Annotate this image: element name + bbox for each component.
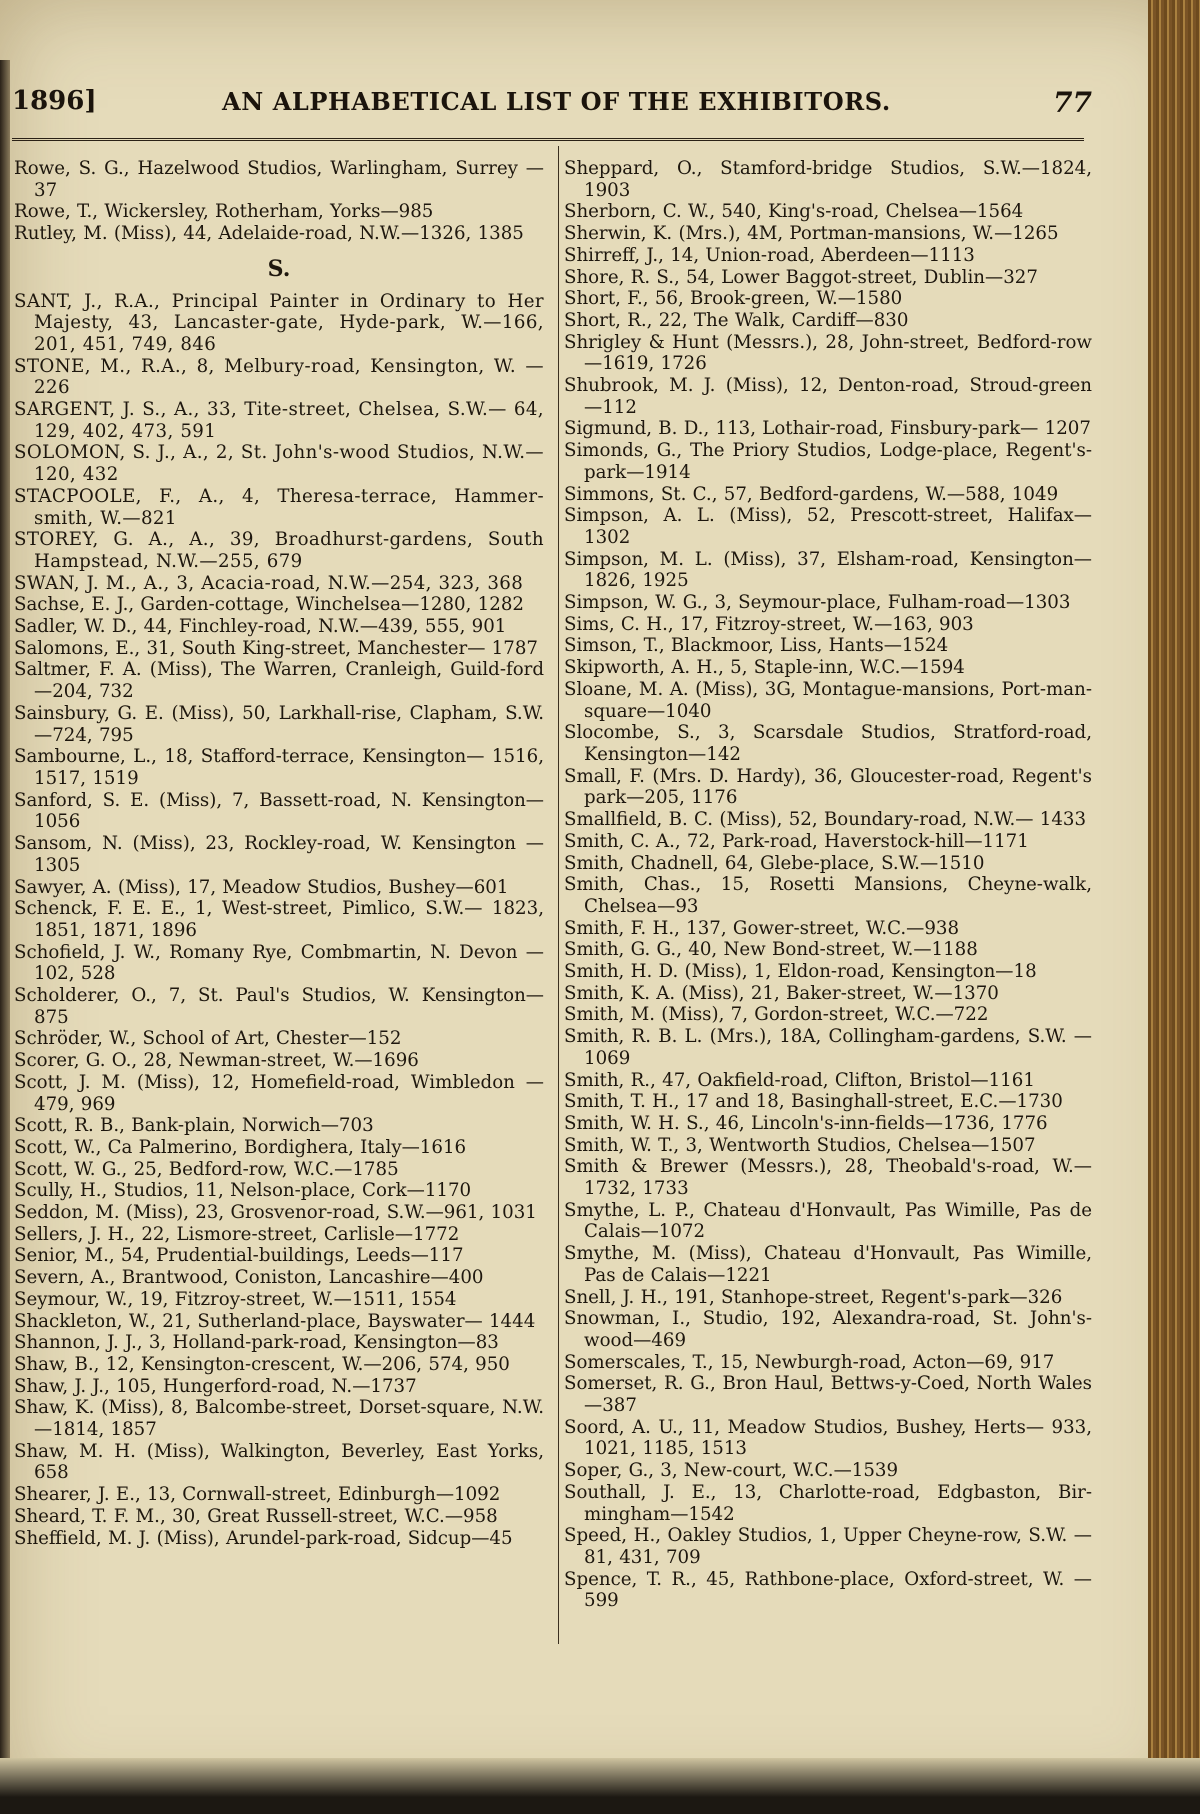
- list-item: Shannon, J. J., 3, Holland-park-road, Kensington—83: [14, 1332, 499, 1354]
- list-item: Sherborn, C. W., 540, King's-road, Chelsea—1564: [564, 201, 1024, 223]
- list-item: Schröder, W., School of Art, Chester—152: [14, 1028, 402, 1050]
- left-pre-section-entries: [14, 158, 544, 245]
- list-item: STOREY, G. A., A., 39, Broadhurst-gardens, South Hampstead, N.W.—255, 679: [14, 529, 544, 572]
- right-column: [564, 158, 1092, 1612]
- list-item: Sherwin, K. (Mrs.), 4M, Portman-mansions, W.—1265: [564, 223, 1059, 245]
- list-item: Sainsbury, G. E. (Miss), 50, Larkhall-rise, Clapham, S.W.—724, 795: [14, 702, 544, 746]
- list-item: Scott, W. G., 25, Bedford-row, W.C.—1785: [14, 1158, 399, 1180]
- list-item: Shaw, J. J., 105, Hungerford-road, N.—1737: [14, 1375, 417, 1397]
- list-item: Smith, W. T., 3, Wentworth Studios, Chelsea—1507: [564, 1134, 1036, 1156]
- list-item: Simson, T., Blackmoor, Liss, Hants—1524: [564, 635, 949, 657]
- list-item: Snowman, I., Studio, 192, Alexandra-road, St. John's-wood—469: [564, 1308, 1092, 1351]
- list-item: Skipworth, A. H., 5, Staple-inn, W.C.—1594: [564, 657, 965, 679]
- list-item: Shubrook, M. J. (Miss), 12, Denton-road, Stroud-green —112: [564, 375, 1092, 418]
- list-item: Smythe, M. (Miss), Chateau d'Honvault, Pas Wimille, Pas de Calais—1221: [564, 1243, 1092, 1286]
- list-item: Sellers, J. H., 22, Lismore-street, Carlisle—1772: [14, 1223, 460, 1245]
- list-item: Small, F. (Mrs. D. Hardy), 36, Gloucester-road, Regent's park—205, 1176: [564, 765, 1092, 809]
- list-item: Smith, G. G., 40, New Bond-street, W.—1188: [564, 939, 978, 961]
- list-item: Smith, C. A., 72, Park-road, Haverstock-hill—1171: [564, 830, 1029, 852]
- list-item: Short, R., 22, The Walk, Cardiff—830: [564, 309, 909, 331]
- list-item: Simpson, A. L. (Miss), 52, Prescott-street, Halifax— 1302: [564, 505, 1092, 548]
- left-column: [14, 158, 544, 1549]
- list-item: Spence, T. R., 45, Rathbone-place, Oxford-street, W. —599: [564, 1568, 1092, 1612]
- list-item: Southall, J. E., 13, Charlotte-road, Edgbaston, Bir-mingham—1542: [564, 1481, 1092, 1525]
- book-spine-edge: [1148, 0, 1200, 1814]
- list-item: Shirreff, J., 14, Union-road, Aberdeen—1113: [564, 244, 975, 266]
- list-item: Rowe, T., Wickersley, Rotherham, Yorks—985: [14, 201, 434, 223]
- list-item: Rowe, S. G., Hazelwood Studios, Warlingham, Surrey —37: [14, 158, 544, 201]
- list-item: Smith & Brewer (Messrs.), 28, Theobald's-road, W.— 1732, 1733: [564, 1156, 1092, 1200]
- list-item: Smith, M. (Miss), 7, Gordon-street, W.C.—722: [564, 1004, 989, 1026]
- list-item: Sheppard, O., Stamford-bridge Studios, S.W.—1824, 1903: [564, 158, 1092, 201]
- list-item: Shearer, J. E., 13, Cornwall-street, Edinburgh—1092: [14, 1484, 501, 1506]
- list-item: Shore, R. S., 54, Lower Baggot-street, Dublin—327: [564, 266, 1038, 288]
- list-item: Smith, H. D. (Miss), 1, Eldon-road, Kensington—18: [564, 961, 1037, 983]
- list-item: STONE, M., R.A., 8, Melbury-road, Kensington, W. —226: [14, 355, 544, 399]
- list-item: Smythe, L. P., Chateau d'Honvault, Pas Wimille, Pas de Calais—1072: [564, 1199, 1092, 1243]
- list-item: Simmons, St. C., 57, Bedford-gardens, W.—588, 1049: [564, 483, 1059, 505]
- list-item: Smith, R. B. L. (Mrs.), 18A, Collingham-gardens, S.W. —1069: [564, 1026, 1092, 1069]
- list-item: SANT, J., R.A., Principal Painter in Ordinary to Her Majesty, 43, Lancaster-gate, Hyde-park, W.—166, 201, 451, 749, 846: [14, 290, 544, 355]
- list-item: Somerset, R. G., Bron Haul, Bettws-y-Coed, North Wales—387: [564, 1373, 1092, 1417]
- left-section-entries: [14, 291, 544, 1550]
- list-item: Smith, Chas., 15, Rosetti Mansions, Cheyne-walk, Chelsea—93: [564, 874, 1092, 917]
- list-item: Sheard, T. F. M., 30, Great Russell-street, W.C.—958: [14, 1505, 498, 1527]
- list-item: SWAN, J. M., A., 3, Acacia-road, N.W.—254, 323, 368: [14, 572, 524, 594]
- list-item: Shaw, K. (Miss), 8, Balcombe-street, Dorset-square, N.W.—1814, 1857: [14, 1397, 544, 1441]
- list-item: Slocombe, S., 3, Scarsdale Studios, Stratford-road, Kensington—142: [564, 722, 1092, 765]
- list-item: Sadler, W. D., 44, Finchley-road, N.W.—439, 555, 901: [14, 616, 507, 638]
- list-item: Simpson, W. G., 3, Seymour-place, Fulham-road—1303: [564, 592, 1071, 614]
- list-item: Scully, H., Studios, 11, Nelson-place, Cork—1170: [14, 1180, 472, 1202]
- list-item: SARGENT, J. S., A., 33, Tite-street, Chelsea, S.W.— 64, 129, 402, 473, 591: [14, 399, 544, 442]
- list-item: SOLOMON, S. J., A., 2, St. John's-wood Studios, N.W.—120, 432: [14, 442, 544, 486]
- list-item: Schofield, J. W., Romany Rye, Combmartin, N. Devon —102, 528: [14, 941, 544, 985]
- list-item: Smith, K. A. (Miss), 21, Baker-street, W.—1370: [564, 982, 999, 1004]
- list-item: Scott, J. M. (Miss), 12, Homefield-road, Wimbledon —479, 969: [14, 1071, 544, 1115]
- list-item: Shrigley & Hunt (Messrs.), 28, John-street, Bedford-row—1619, 1726: [564, 331, 1092, 375]
- list-item: Shackleton, W., 21, Sutherland-place, Bayswater— 1444: [14, 1310, 536, 1332]
- list-item: Sanford, S. E. (Miss), 7, Bassett-road, N. Kensington— 1056: [14, 789, 544, 833]
- list-item: STACPOOLE, F., A., 4, Theresa-terrace, Hammer-smith, W.—821: [14, 485, 544, 529]
- list-item: Snell, J. H., 191, Stanhope-street, Regent's-park—326: [564, 1286, 1063, 1308]
- list-item: Sawyer, A. (Miss), 17, Meadow Studios, Bushey—601: [14, 876, 509, 898]
- list-item: Severn, A., Brantwood, Coniston, Lancashire—400: [14, 1267, 484, 1289]
- list-item: Shaw, B., 12, Kensington-crescent, W.—206, 574, 950: [14, 1353, 510, 1375]
- list-item: Soord, A. U., 11, Meadow Studios, Bushey, Herts— 933, 1021, 1185, 1513: [564, 1416, 1092, 1460]
- list-item: Rutley, M. (Miss), 44, Adelaide-road, N.W.—1326, 1385: [14, 223, 524, 245]
- list-item: Schenck, F. E. E., 1, West-street, Pimlico, S.W.— 1823, 1851, 1871, 1896: [14, 898, 544, 941]
- list-item: Seddon, M. (Miss), 23, Grosvenor-road, S.W.—961, 1031: [14, 1202, 537, 1224]
- list-item: Smallfield, B. C. (Miss), 52, Boundary-road, N.W.— 1433: [564, 809, 1087, 831]
- list-item: Smith, F. H., 137, Gower-street, W.C.—938: [564, 917, 960, 939]
- list-item: Sansom, N. (Miss), 23, Rockley-road, W. Kensington —1305: [14, 833, 544, 876]
- page-bottom-shadow: [0, 1758, 1200, 1814]
- header-rule: [12, 138, 1084, 141]
- list-item: Sims, C. H., 17, Fitzroy-street, W.—163, 903: [564, 613, 974, 635]
- list-item: Somerscales, T., 15, Newburgh-road, Acton—69, 917: [564, 1351, 1055, 1373]
- list-item: Speed, H., Oakley Studios, 1, Upper Cheyne-row, S.W. —81, 431, 709: [564, 1525, 1092, 1568]
- header-year: 1896]: [12, 86, 97, 116]
- list-item: Smith, W. H. S., 46, Lincoln's-inn-fields—1736, 1776: [564, 1112, 1048, 1134]
- list-item: Short, F., 56, Brook-green, W.—1580: [564, 288, 903, 310]
- running-head: [12, 86, 1092, 126]
- list-item: Scorer, G. O., 28, Newman-street, W.—1696: [14, 1050, 419, 1072]
- list-item: Smith, T. H., 17 and 18, Basinghall-street, E.C.—1730: [564, 1091, 1063, 1113]
- list-item: Scott, W., Ca Palmerino, Bordighera, Italy—1616: [14, 1136, 467, 1158]
- list-item: Smith, R., 47, Oakfield-road, Clifton, Bristol—1161: [564, 1069, 1035, 1091]
- list-item: Scott, R. B., Bank-plain, Norwich—703: [14, 1115, 374, 1137]
- list-item: Shaw, M. H. (Miss), Walkington, Beverley, East Yorks, 658: [14, 1440, 544, 1484]
- page-gutter: [0, 60, 10, 1760]
- column-divider: [558, 146, 559, 1644]
- list-item: Scholderer, O., 7, St. Paul's Studios, W. Kensington— 875: [14, 985, 544, 1028]
- list-item: Sambourne, L., 18, Stafford-terrace, Kensington— 1516, 1517, 1519: [14, 746, 544, 789]
- list-item: Simpson, M. L. (Miss), 37, Elsham-road, Kensington— 1826, 1925: [564, 548, 1092, 592]
- list-item: Senior, M., 54, Prudential-buildings, Leeds—117: [14, 1245, 464, 1267]
- list-item: Simonds, G., The Priory Studios, Lodge-place, Regent's-park—1914: [564, 440, 1092, 483]
- list-item: Sheffield, M. J. (Miss), Arundel-park-road, Sidcup—45: [14, 1527, 513, 1549]
- list-item: Salomons, E., 31, South King-street, Manchester— 1787: [14, 637, 538, 659]
- list-item: Saltmer, F. A. (Miss), The Warren, Cranleigh, Guild-ford—204, 732: [14, 659, 544, 703]
- list-item: Sachse, E. J., Garden-cottage, Winchelsea—1280, 1282: [14, 594, 524, 616]
- page-title: AN ALPHABETICAL LIST OF THE EXHIBITORS.: [222, 87, 891, 116]
- page-number: 77: [1053, 86, 1092, 119]
- section-letter: S.: [267, 255, 291, 282]
- list-item: Sloane, M. A. (Miss), 3G, Montague-mansions, Port-man-square—1040: [564, 678, 1092, 722]
- list-item: Smith, Chadnell, 64, Glebe-place, S.W.—1510: [564, 852, 985, 874]
- list-item: Seymour, W., 19, Fitzroy-street, W.—1511, 1554: [14, 1288, 457, 1310]
- list-item: Sigmund, B. D., 113, Lothair-road, Finsbury-park— 1207: [564, 418, 1091, 440]
- list-item: Soper, G., 3, New-court, W.C.—1539: [564, 1460, 899, 1482]
